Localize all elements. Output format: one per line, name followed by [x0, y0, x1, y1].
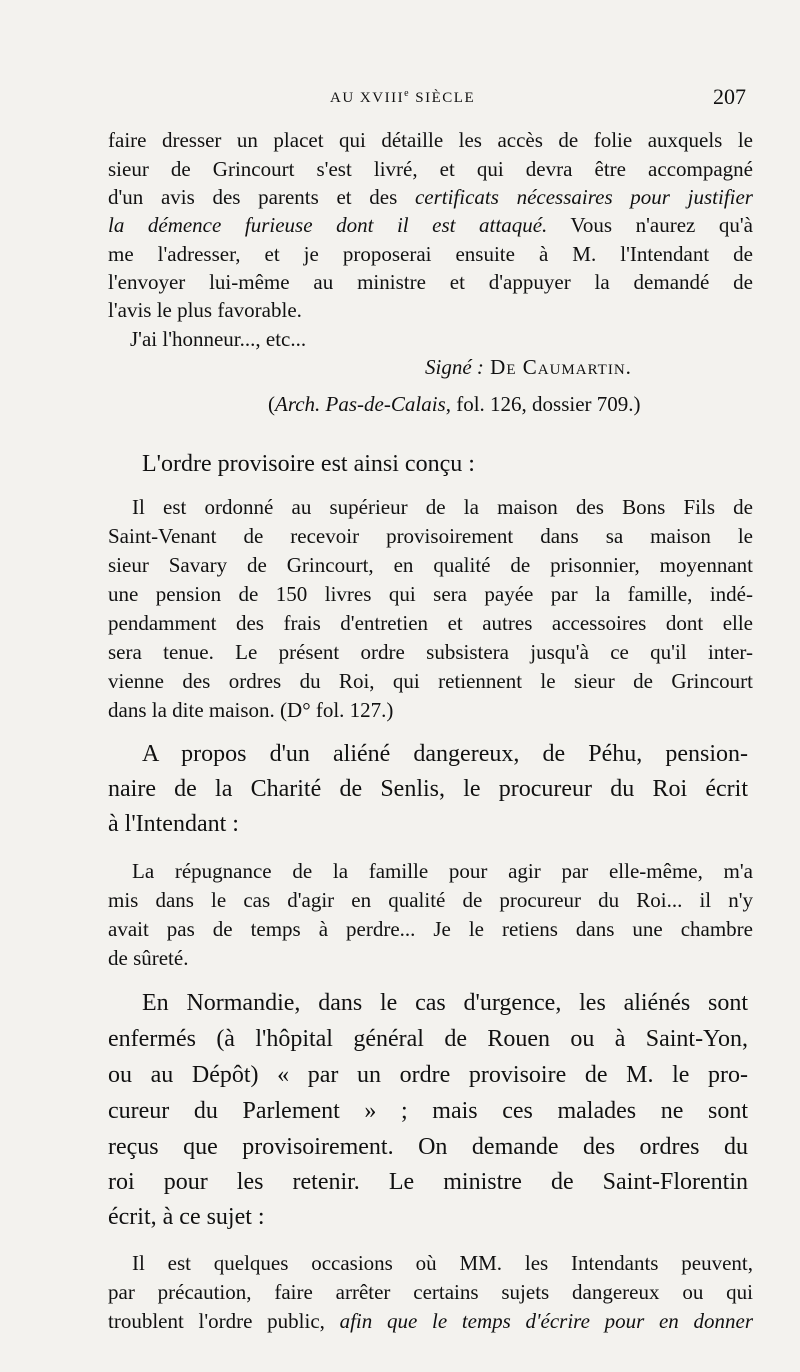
signature-line: Signé : De Caumartin. [425, 355, 632, 379]
text-line: mis dans le cas d'agir en qualité de procureur du Roi... il n'y [108, 888, 753, 912]
text-line: à l'Intendant : [108, 811, 239, 837]
text-line: ou au Dépôt) « par un ordre provisoire de M. le pro- [108, 1062, 748, 1088]
text-line: sieur Savary de Grincourt, en qualité de prisonnier, moyennant [108, 553, 753, 577]
text-line: naire de la Charité de Senlis, le procureur du Roi écrit [108, 776, 748, 802]
text-line: par précaution, faire arrêter certains sujets dangereux ou qui [108, 1280, 753, 1304]
text-line: écrit, à ce sujet : [108, 1204, 265, 1230]
page-header [108, 84, 746, 114]
text-line: sera tenue. Le présent ordre subsistera jusqu'à ce qu'il inter- [108, 640, 753, 664]
text-line: une pension de 150 livres qui sera payée par la famille, indé- [108, 582, 753, 606]
text-line: troublent l'ordre public, afin que le temps d'écrire pour en donner [108, 1309, 753, 1333]
text-line: avait pas de temps à perdre... Je le retiens dans une chambre [108, 917, 753, 941]
text-line: faire dresser un placet qui détaille les accès de folie auxquels le [108, 128, 753, 152]
text-line: l'avis le plus favorable. [108, 298, 302, 322]
text-line: de sûreté. [108, 946, 189, 970]
page-number: 207 [713, 84, 746, 109]
text-line: la démence furieuse dont il est attaqué. Vous n'aurez qu'à [108, 213, 753, 237]
text-line: pendamment des frais d'entretien et autres accessoires dont elle [108, 611, 753, 635]
text-line: dans la dite maison. (D° fol. 127.) [108, 698, 394, 722]
text-line: sieur de Grincourt s'est livré, et qui devra être accompagné [108, 157, 753, 181]
text-line: La répugnance de la famille pour agir par elle-même, m'a [132, 859, 753, 883]
text-line: J'ai l'honneur..., etc... [130, 327, 307, 351]
text-line: cureur du Parlement » ; mais ces malades ne sont [108, 1098, 748, 1124]
text-line: me l'adresser, et je proposerai ensuite à M. l'Intendant de [108, 242, 753, 266]
archive-reference: (Arch. Pas-de-Calais, fol. 126, dossier 709.) [268, 392, 641, 416]
text-line: A propos d'un aliéné dangereux, de Péhu, pension- [142, 741, 748, 767]
text-line: Il est ordonné au supérieur de la maison des Bons Fils de [132, 495, 753, 519]
text-line: roi pour les retenir. Le ministre de Saint-Florentin [108, 1169, 748, 1195]
text-line: reçus que provisoirement. On demande des ordres du [108, 1134, 748, 1160]
text-line: En Normandie, dans le cas d'urgence, les aliénés sont [142, 990, 748, 1016]
text-line: L'ordre provisoire est ainsi conçu : [142, 451, 475, 477]
text-line: vienne des ordres du Roi, qui retiennent le sieur de Grincourt [108, 669, 753, 693]
text-line: Il est quelques occasions où MM. les Intendants peuvent, [132, 1251, 753, 1275]
running-title: AU XVIIIe SIÈCLE [330, 88, 476, 106]
text-line: d'un avis des parents et des certificats nécessaires pour justifier [108, 185, 753, 209]
text-line: enfermés (à l'hôpital général de Rouen ou à Saint-Yon, [108, 1026, 748, 1052]
text-line: l'envoyer lui-même au ministre et d'appuyer la demandé de [108, 270, 753, 294]
text-line: Saint-Venant de recevoir provisoirement dans sa maison le [108, 524, 753, 548]
